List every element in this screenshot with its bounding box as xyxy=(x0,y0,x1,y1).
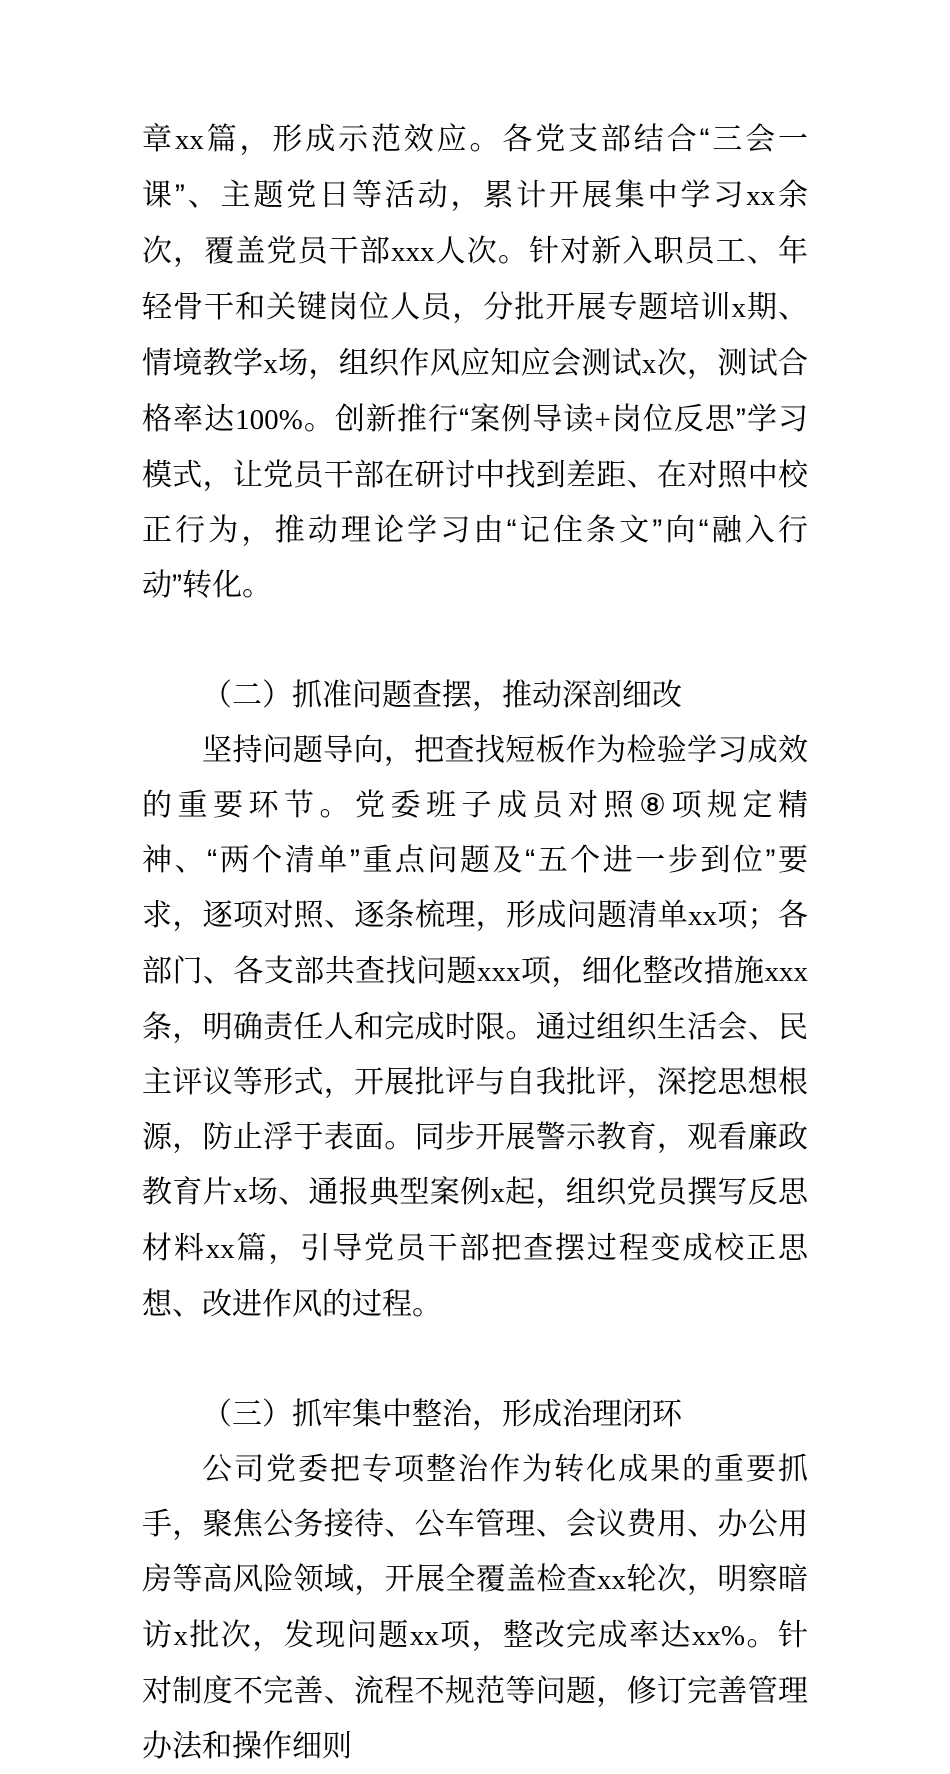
document-body xyxy=(142,112,808,1774)
paragraph-section-two: 坚持问题导向，把查找短板作为检验学习成效的重要环节。党委班子成员对照⑧项规定精神、“两个清单”重点问题及“五个进一步到位”要求，逐项对照、逐条梳理，形成问题清单xx项；各部门、各支部共查找问题xxx项，细化整改措施xxx条，明确责任人和完成时限。通过组织生活会、民主评议等形式，开展批评与自我批评，深挖思想根源，防止浮于表面。同步开展警示教育，观看廉政教育片x场、通报典型案例x起，组织党员撰写反思材料xx篇，引导党员干部把查摆过程变成校正思想、改进作风的过程。 xyxy=(142,734,809,1321)
section-heading-two: （二）抓准问题查摆，推动深剖细改 xyxy=(202,679,682,712)
latin-run: xx xyxy=(205,1233,235,1265)
latin-run: xx% xyxy=(691,1620,746,1652)
latin-run: xxx xyxy=(391,236,435,268)
latin-run: xx xyxy=(746,180,776,212)
latin-run: xxx xyxy=(476,956,521,988)
latin-run: x xyxy=(641,348,657,380)
latin-run: x xyxy=(263,348,278,380)
latin-run: xx xyxy=(597,1564,626,1596)
section-heading-three: （三）抓牢集中整治，形成治理闭环 xyxy=(202,1398,682,1431)
paragraph-section-three: 公司党委把专项整治作为转化成果的重要抓手，聚焦公务接待、公车管理、会议费用、办公用房等高风险领域，开展全覆盖检查xx轮次，明察暗访x批次，发现问题xx项，整改完成率达xx%。针对制度不完善、流程不规范等问题，修订完善管理办法和操作细则 xyxy=(142,1453,809,1763)
latin-run: x xyxy=(731,292,746,324)
latin-run: x xyxy=(173,1620,188,1652)
latin-run: xx xyxy=(688,900,717,932)
paragraph-continued: 章xx篇，形成示范效应。各党支部结合“三会一课”、主题党日等活动，累计开展集中学习xx余次，覆盖党员干部xxx人次。针对新入职员工、年轻骨干和关键岗位人员，分批开展专题培训x期、情境教学x场，组织作风应知应会测试x次，测试合格率达100%。创新推行“案例导读+岗位反思”学习模式，让党员干部在研讨中找到差距、在对照中校正行为，推动理论学习由“记住条文”向“融入行动”转化。 xyxy=(142,123,809,602)
latin-run: xx xyxy=(409,1620,439,1652)
latin-run: + xyxy=(594,404,611,436)
latin-run: 100% xyxy=(235,404,303,436)
latin-run: xx xyxy=(174,124,204,156)
latin-run: xxx xyxy=(764,956,809,988)
latin-run: x xyxy=(232,1177,248,1209)
latin-run: x xyxy=(490,1177,505,1209)
